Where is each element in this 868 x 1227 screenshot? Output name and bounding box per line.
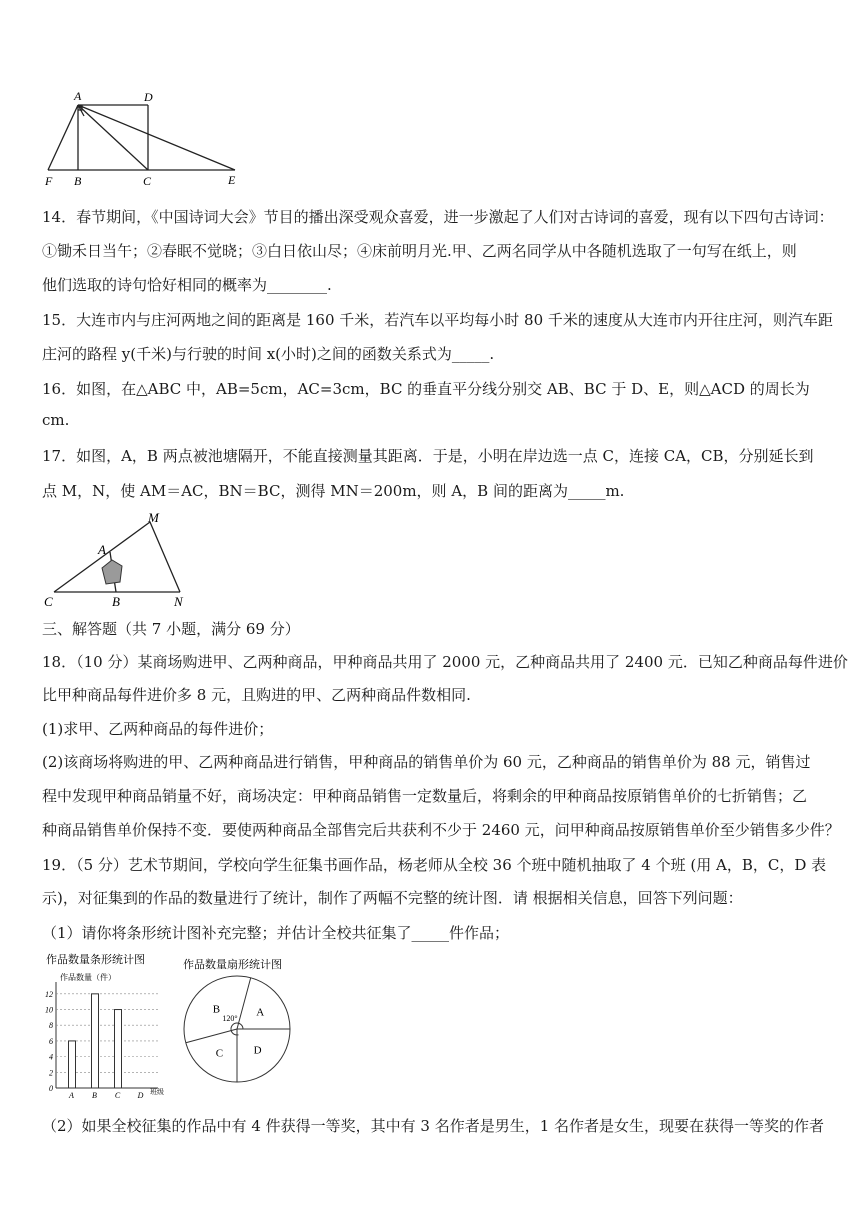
pie-slice-label: B bbox=[212, 1003, 221, 1016]
label-a: A bbox=[98, 542, 106, 557]
q14-line2: ①锄禾日当午；②春眠不觉晓；③白日依山尽；④床前明月光.甲、乙两名同学从中各随机选取了一句写在纸上，则 bbox=[42, 242, 797, 260]
x-tick-label: A bbox=[69, 1091, 74, 1100]
q18-sub1: (1)求甲、乙两种商品的每件进价； bbox=[42, 720, 274, 738]
q18-sub2-line2: 程中发现甲种商品销量不好，商场决定：甲种商品销售一定数量后，将剩余的甲种商品按原销售单价的七折销售；乙 bbox=[42, 787, 808, 805]
q19-sub2: （2）如果全校征集的作品中有 4 件获得一等奖，其中有 3 名作者是男生，1 名作者是女生，现要在获得一等奖的作者 bbox=[42, 1117, 825, 1135]
pie-chart-title: 作品数量扇形统计图 bbox=[183, 959, 282, 971]
q19-line1: 19．（5 分）艺术节期间，学校向学生征集书画作品，杨老师从全校 36 个班中随机抽取了 4 个班 (用 A，B，C，D 表 bbox=[42, 856, 827, 874]
pie-chart bbox=[180, 955, 300, 1090]
pie-slice-label: C bbox=[215, 1047, 224, 1060]
segment-cm bbox=[54, 522, 150, 592]
pie-slice-label: A bbox=[256, 1006, 265, 1019]
segment-ae bbox=[78, 105, 235, 170]
q16-line1: 16．如图，在△ABC 中，AB=5cm，AC=3cm，BC 的垂直平分线分别交 AB、BC 于 D、E，则△ACD 的周长为 bbox=[42, 380, 810, 398]
segment-ac bbox=[78, 105, 148, 170]
q19-line2: 示)，对征集到的作品的数量进行了统计，制作了两幅不完整的统计图．请 根据相关信息，回答下列问题： bbox=[42, 889, 743, 907]
pie-slice-boundary bbox=[186, 1029, 237, 1043]
bar-chart-title: 作品数量条形统计图 bbox=[46, 954, 145, 966]
x-tick-label: B bbox=[92, 1091, 97, 1100]
bar bbox=[92, 994, 99, 1088]
bar bbox=[115, 1010, 122, 1088]
label-m: M bbox=[148, 512, 159, 525]
pie-angle-annotation: 120° bbox=[222, 1014, 238, 1023]
label-c: C bbox=[143, 174, 152, 188]
pie-slice-boundary bbox=[237, 978, 251, 1029]
bar bbox=[69, 1041, 76, 1088]
pie-slice-label: D bbox=[253, 1044, 262, 1057]
label-c: C bbox=[44, 594, 53, 609]
q15-line2: 庄河的路程 y(千米)与行驶的时间 x(小时)之间的函数关系式为_____. bbox=[42, 345, 495, 363]
q18-sub2-line3: 种商品销售单价保持不变．要使两种商品全部售完后共获利不少于 2460 元，问甲种商品按原销售单价至少销售多少件？ bbox=[42, 821, 840, 839]
q18-line1: 18．（10 分）某商场购进甲、乙两种商品，甲种商品共用了 2000 元，乙种商品共用了 2400 元．已知乙种商品每件进价 bbox=[42, 653, 848, 671]
q17-line2: 点 M，N，使 AM＝AC，BN＝BC，测得 MN＝200m，则 A，B 间的距离为_____m. bbox=[42, 482, 625, 500]
bar-chart bbox=[38, 952, 178, 1102]
geometry-figure-square bbox=[40, 88, 250, 188]
label-e: E bbox=[228, 173, 236, 187]
x-tick-label: D bbox=[137, 1091, 144, 1100]
q14-line3: 他们选取的诗句恰好相同的概率为________. bbox=[42, 276, 332, 294]
label-a: A bbox=[74, 89, 82, 103]
q18-line2: 比甲种商品每件进价多 8 元，且购进的甲、乙两种商品件数相同. bbox=[42, 686, 471, 704]
q18-sub2-line1: (2)该商场将购进的甲、乙两种商品进行销售，甲种商品的销售单价为 60 元，乙种商品的销售单价为 88 元，销售过 bbox=[42, 753, 811, 771]
q15-line1: 15．大连市内与庄河两地之间的距离是 160 千米，若汽车以平均每小时 80 千米的速度从大连市内开往庄河，则汽车距 bbox=[42, 311, 833, 329]
label-d: D bbox=[144, 90, 153, 104]
bar-chart-ylabel: 作品数量（件） bbox=[60, 973, 116, 982]
x-tick-label: C bbox=[114, 1091, 121, 1100]
segment-mn bbox=[150, 522, 180, 592]
y-tick-label: 6 bbox=[49, 1036, 53, 1046]
label-b: B bbox=[74, 174, 82, 188]
q16-line2: cm. bbox=[42, 411, 70, 429]
label-f: F bbox=[45, 174, 53, 188]
q14-line1: 14．春节期间，《中国诗词大会》节目的播出深受观众喜爱，进一步激起了人们对古诗词的喜爱，现有以下四句古诗词： bbox=[42, 208, 834, 226]
q17-line1: 17．如图，A，B 两点被池塘隔开，不能直接测量其距离．于是，小明在岸边选一点 C，连接 CA，CB，分别延长到 bbox=[42, 447, 814, 465]
label-b: B bbox=[112, 594, 120, 609]
bar-chart-xlabel: 班级 bbox=[150, 1088, 164, 1096]
y-tick-label: 0 bbox=[49, 1084, 53, 1093]
y-tick-label: 10 bbox=[45, 1005, 53, 1015]
q19-sub1: （1）请你将条形统计图补充完整；并估计全校共征集了_____件作品； bbox=[42, 924, 510, 942]
y-tick-label: 4 bbox=[49, 1052, 53, 1062]
y-tick-label: 8 bbox=[49, 1021, 53, 1031]
label-n: N bbox=[174, 594, 183, 609]
pond-shape bbox=[102, 560, 122, 584]
segment-af bbox=[48, 105, 78, 170]
section3-title: 三、解答题（共 7 小题，满分 69 分） bbox=[42, 620, 300, 638]
pond-figure bbox=[40, 512, 200, 612]
y-tick-label: 12 bbox=[45, 989, 53, 999]
y-tick-label: 2 bbox=[49, 1068, 53, 1078]
